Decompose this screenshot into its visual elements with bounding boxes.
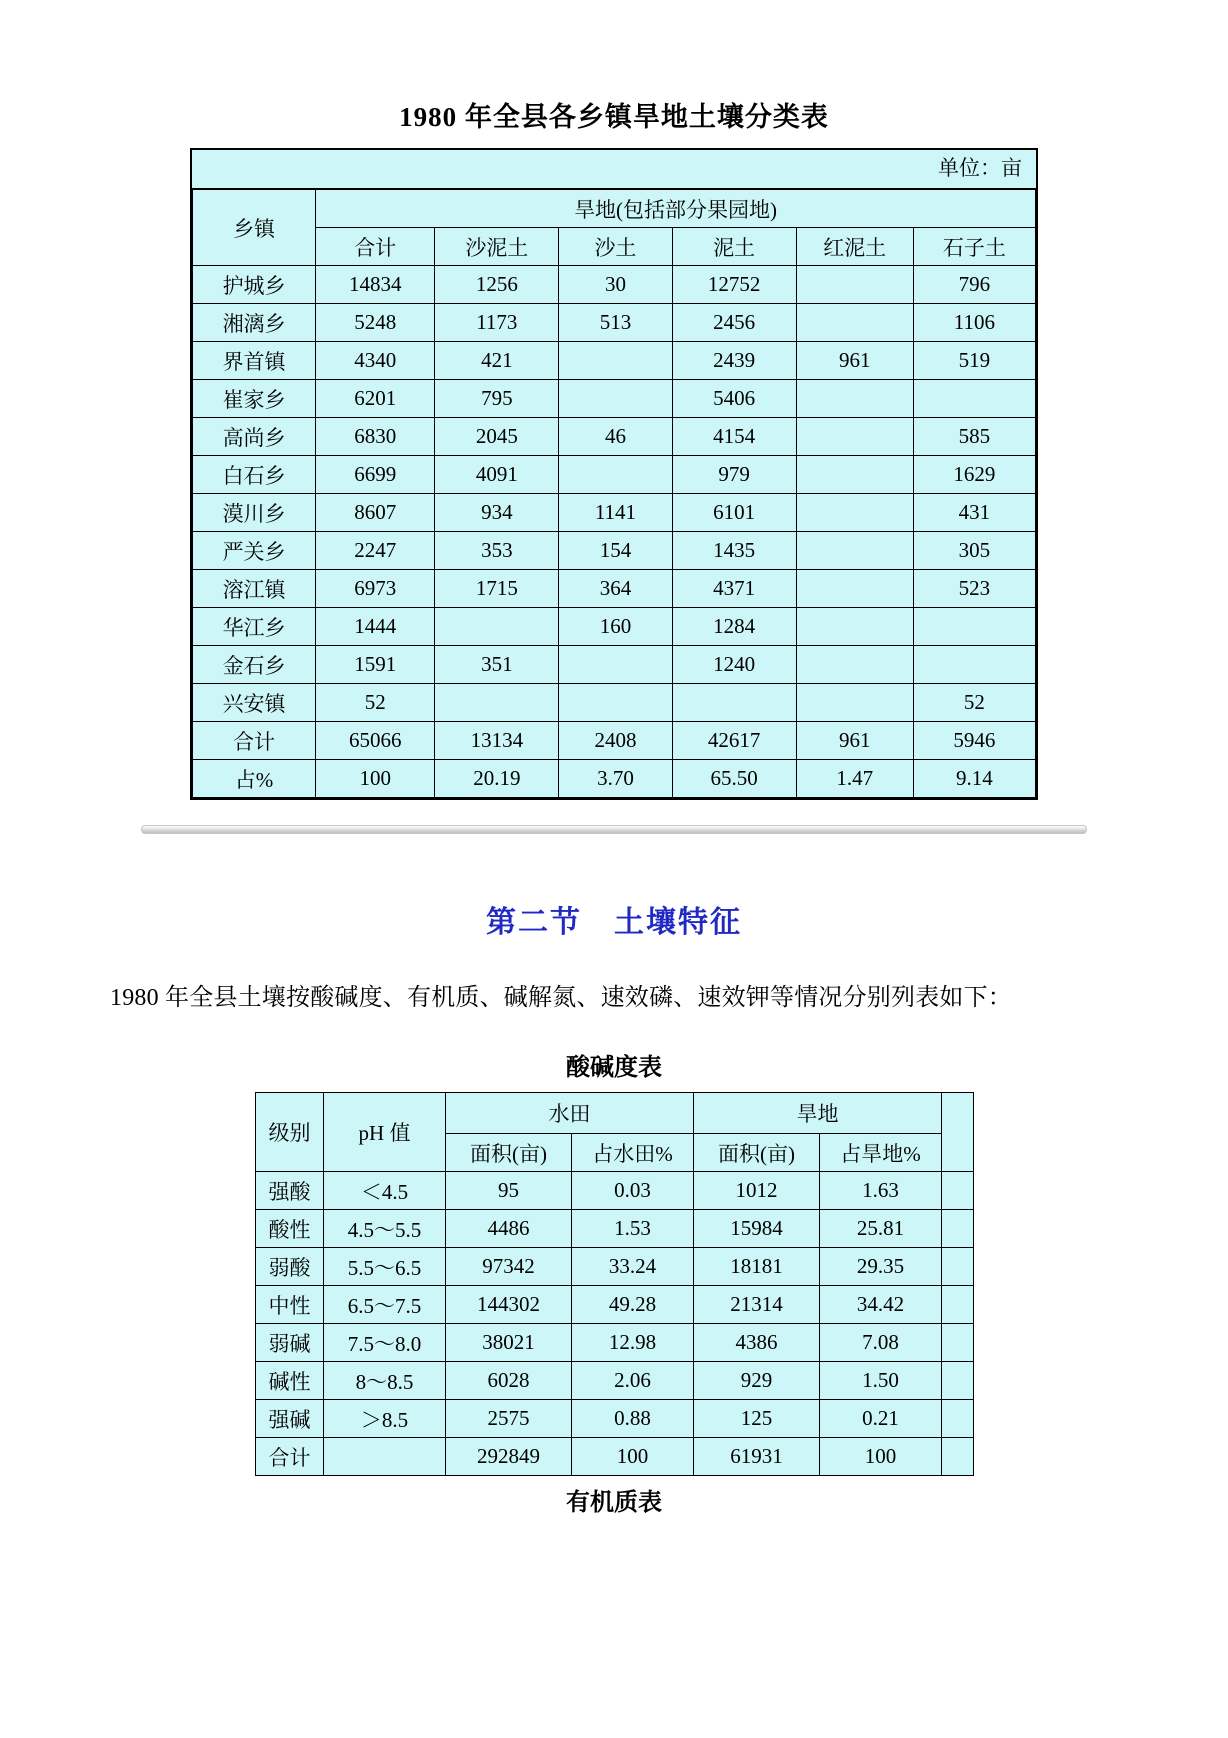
table1-cell-r9-c5 — [913, 608, 1035, 646]
table1-cell-r4-c3: 4154 — [672, 418, 796, 456]
table2-header-paddy-group: 水田 — [446, 1093, 694, 1134]
table1-row-label-4: 高尚乡 — [193, 418, 316, 456]
table1-cell-r11-c0: 52 — [316, 684, 435, 722]
table1-cell-r13-c2: 3.70 — [559, 760, 672, 798]
table-row — [256, 1324, 974, 1362]
table1-cell-r0-c3: 12752 — [672, 266, 796, 304]
table2-paddy-area-0: 95 — [446, 1172, 572, 1210]
table2-extra-1 — [942, 1210, 974, 1248]
table1-cell-r6-c1: 934 — [435, 494, 559, 532]
table-row — [256, 1210, 974, 1248]
table1-cell-r7-c5: 305 — [913, 532, 1035, 570]
table-row — [193, 646, 1036, 684]
table1-column-header-5: 石子土 — [913, 228, 1035, 266]
table1-cell-r0-c4 — [796, 266, 913, 304]
table1-row-label-11: 兴安镇 — [193, 684, 316, 722]
table1-row-label-12: 合计 — [193, 722, 316, 760]
table1-cell-r5-c1: 4091 — [435, 456, 559, 494]
table1-header-row-columns — [193, 228, 1036, 266]
table1-cell-r6-c4 — [796, 494, 913, 532]
section-heading: 第二节 土壤特征 — [486, 906, 742, 940]
table2-paddy-area-5: 6028 — [446, 1362, 572, 1400]
table2-header-grade: 级别 — [256, 1093, 324, 1172]
table1-title: 1980 年全县各乡镇旱地土壤分类表 — [399, 102, 829, 132]
section-paragraph: 1980 年全县土壤按酸碱度、有机质、碱解氮、速效磷、速效钾等情况分别列表如下： — [110, 985, 1012, 1012]
table1-cell-r1-c4 — [796, 304, 913, 342]
table1-cell-r11-c3 — [672, 684, 796, 722]
table2-extra-0 — [942, 1172, 974, 1210]
table2-ph-4: 7.5～8.0 — [324, 1324, 446, 1362]
table1-row-label-7: 严关乡 — [193, 532, 316, 570]
table1-header-row-group — [193, 189, 1036, 228]
table-row — [193, 532, 1036, 570]
table1-cell-r1-c2: 513 — [559, 304, 672, 342]
table1-cell-r8-c1: 1715 — [435, 570, 559, 608]
table-row — [256, 1172, 974, 1210]
table1-cell-r6-c3: 6101 — [672, 494, 796, 532]
table1-cell-r3-c5 — [913, 380, 1035, 418]
table1-cell-r11-c2 — [559, 684, 672, 722]
table2-paddy-pct-7: 100 — [572, 1438, 694, 1476]
table1-cell-r12-c4: 961 — [796, 722, 913, 760]
table1-cell-r0-c5: 796 — [913, 266, 1035, 304]
table1-cell-r12-c5: 5946 — [913, 722, 1035, 760]
table1-cell-r9-c2: 160 — [559, 608, 672, 646]
table1-cell-r10-c3: 1240 — [672, 646, 796, 684]
table2-paddy-pct-0: 0.03 — [572, 1172, 694, 1210]
table1-row-label-9: 华江乡 — [193, 608, 316, 646]
table1-cell-r11-c5: 52 — [913, 684, 1035, 722]
table1-cell-r4-c0: 6830 — [316, 418, 435, 456]
table-row — [193, 266, 1036, 304]
table1-cell-r2-c2 — [559, 342, 672, 380]
table-row — [256, 1400, 974, 1438]
table1-cell-r13-c3: 65.50 — [672, 760, 796, 798]
table1-cell-r12-c2: 2408 — [559, 722, 672, 760]
table-row — [193, 304, 1036, 342]
table-row — [256, 1248, 974, 1286]
table2-grade-0: 强酸 — [256, 1172, 324, 1210]
table-row — [256, 1362, 974, 1400]
table2-paddy-area-3: 144302 — [446, 1286, 572, 1324]
table1-cell-r10-c5 — [913, 646, 1035, 684]
table2-paddy-pct-1: 1.53 — [572, 1210, 694, 1248]
table1-column-header-2: 沙土 — [559, 228, 672, 266]
table1-cell-r9-c1 — [435, 608, 559, 646]
table2-dry-area-0: 1012 — [694, 1172, 820, 1210]
horizontal-rule — [141, 825, 1087, 834]
table1-row-label-2: 界首镇 — [193, 342, 316, 380]
table-row — [193, 494, 1036, 532]
table2-dry-area-3: 21314 — [694, 1286, 820, 1324]
table1-cell-r0-c2: 30 — [559, 266, 672, 304]
table1-cell-r1-c0: 5248 — [316, 304, 435, 342]
table2-dry-area-6: 125 — [694, 1400, 820, 1438]
table1-cell-r4-c5: 585 — [913, 418, 1035, 456]
table2-ph-7 — [324, 1438, 446, 1476]
table1-cell-r6-c2: 1141 — [559, 494, 672, 532]
table1-cell-r9-c0: 1444 — [316, 608, 435, 646]
table1-cell-r5-c0: 6699 — [316, 456, 435, 494]
table1-cell-r1-c1: 1173 — [435, 304, 559, 342]
table1-cell-r2-c5: 519 — [913, 342, 1035, 380]
table1-row-label-10: 金石乡 — [193, 646, 316, 684]
table2-dry-area-5: 929 — [694, 1362, 820, 1400]
table-row — [193, 456, 1036, 494]
table1-cell-r8-c4 — [796, 570, 913, 608]
table2-header-dry-area: 面积(亩) — [694, 1134, 820, 1172]
table2-ph-5: 8～8.5 — [324, 1362, 446, 1400]
table1-row-label-8: 溶江镇 — [193, 570, 316, 608]
table1-cell-r7-c1: 353 — [435, 532, 559, 570]
table2-grade-1: 酸性 — [256, 1210, 324, 1248]
table1-cell-r13-c1: 20.19 — [435, 760, 559, 798]
table1-cell-r7-c4 — [796, 532, 913, 570]
table2-extra-3 — [942, 1286, 974, 1324]
table-row — [193, 418, 1036, 456]
table1-cell-r11-c1 — [435, 684, 559, 722]
table1-row-label-0: 护城乡 — [193, 266, 316, 304]
table1-cell-r0-c1: 1256 — [435, 266, 559, 304]
table1-cell-r4-c1: 2045 — [435, 418, 559, 456]
table1-cell-r13-c0: 100 — [316, 760, 435, 798]
table2-ph-3: 6.5～7.5 — [324, 1286, 446, 1324]
table1-cell-r7-c3: 1435 — [672, 532, 796, 570]
table2-ph-6: ＞8.5 — [324, 1400, 446, 1438]
table2-header-paddy-area: 面积(亩) — [446, 1134, 572, 1172]
table1-corner-header: 乡镇 — [193, 189, 316, 266]
table1-group-header: 旱地(包括部分果园地) — [316, 189, 1036, 228]
table1-cell-r5-c2 — [559, 456, 672, 494]
table-row — [193, 380, 1036, 418]
table1-cell-r10-c2 — [559, 646, 672, 684]
table2-dry-area-7: 61931 — [694, 1438, 820, 1476]
table1-cell-r6-c0: 8607 — [316, 494, 435, 532]
table2-grade-3: 中性 — [256, 1286, 324, 1324]
table1-cell-r9-c4 — [796, 608, 913, 646]
table1-cell-r8-c3: 4371 — [672, 570, 796, 608]
table1-cell-r4-c4 — [796, 418, 913, 456]
table2-dry-pct-7: 100 — [820, 1438, 942, 1476]
table2-dry-area-4: 4386 — [694, 1324, 820, 1362]
table1-cell-r5-c5: 1629 — [913, 456, 1035, 494]
table2-header-ph: pH 值 — [324, 1093, 446, 1172]
ph-value-table — [255, 1092, 974, 1476]
table1-cell-r3-c1: 795 — [435, 380, 559, 418]
table2-paddy-area-6: 2575 — [446, 1400, 572, 1438]
table2-paddy-pct-3: 49.28 — [572, 1286, 694, 1324]
table2-grade-2: 弱酸 — [256, 1248, 324, 1286]
table2-header-dry-group: 旱地 — [694, 1093, 942, 1134]
table2-header-extra — [942, 1093, 974, 1172]
table2-paddy-pct-4: 12.98 — [572, 1324, 694, 1362]
table-row — [193, 570, 1036, 608]
table1-unit-note: 单位：亩 — [192, 150, 1036, 188]
table2-extra-4 — [942, 1324, 974, 1362]
table-row — [193, 684, 1036, 722]
table1-cell-r7-c0: 2247 — [316, 532, 435, 570]
table2-dry-area-1: 15984 — [694, 1210, 820, 1248]
table2-ph-2: 5.5～6.5 — [324, 1248, 446, 1286]
table2-extra-6 — [942, 1400, 974, 1438]
table2-paddy-area-1: 4486 — [446, 1210, 572, 1248]
table2-dry-pct-5: 1.50 — [820, 1362, 942, 1400]
table2-grade-6: 强碱 — [256, 1400, 324, 1438]
table2-header-dry-pct: 占旱地% — [820, 1134, 942, 1172]
table1-cell-r11-c4 — [796, 684, 913, 722]
table1-row-label-1: 湘漓乡 — [193, 304, 316, 342]
table2-dry-pct-4: 7.08 — [820, 1324, 942, 1362]
table1-cell-r3-c2 — [559, 380, 672, 418]
table2-grade-5: 碱性 — [256, 1362, 324, 1400]
table2-header-paddy-pct: 占水田% — [572, 1134, 694, 1172]
table2-title: 酸碱度表 — [566, 1055, 662, 1081]
table2-extra-5 — [942, 1362, 974, 1400]
table-row — [256, 1286, 974, 1324]
table2-grade-4: 弱碱 — [256, 1324, 324, 1362]
table1-cell-r13-c4: 1.47 — [796, 760, 913, 798]
table1-cell-r13-c5: 9.14 — [913, 760, 1035, 798]
table1-cell-r12-c1: 13134 — [435, 722, 559, 760]
table1-column-header-1: 沙泥土 — [435, 228, 559, 266]
table1-row-label-3: 崔家乡 — [193, 380, 316, 418]
table1-cell-r8-c5: 523 — [913, 570, 1035, 608]
table1-column-header-3: 泥土 — [672, 228, 796, 266]
table2-container — [255, 1092, 973, 1476]
table2-ph-0: ＜4.5 — [324, 1172, 446, 1210]
table1-column-header-4: 红泥土 — [796, 228, 913, 266]
table-row — [193, 722, 1036, 760]
table1-cell-r12-c3: 42617 — [672, 722, 796, 760]
table2-dry-pct-0: 1.63 — [820, 1172, 942, 1210]
table2-paddy-pct-2: 33.24 — [572, 1248, 694, 1286]
table1-cell-r6-c5: 431 — [913, 494, 1035, 532]
table1-cell-r8-c0: 6973 — [316, 570, 435, 608]
table1-cell-r1-c3: 2456 — [672, 304, 796, 342]
table2-dry-pct-1: 25.81 — [820, 1210, 942, 1248]
table2-paddy-pct-6: 0.88 — [572, 1400, 694, 1438]
table1-cell-r1-c5: 1106 — [913, 304, 1035, 342]
table2-paddy-area-2: 97342 — [446, 1248, 572, 1286]
table2-extra-7 — [942, 1438, 974, 1476]
table1-cell-r5-c4 — [796, 456, 913, 494]
table1-cell-r2-c1: 421 — [435, 342, 559, 380]
table2-paddy-pct-5: 2.06 — [572, 1362, 694, 1400]
table2-grade-7: 合计 — [256, 1438, 324, 1476]
table-row — [193, 608, 1036, 646]
table2-dry-pct-2: 29.35 — [820, 1248, 942, 1286]
table1-cell-r2-c3: 2439 — [672, 342, 796, 380]
table-row — [193, 342, 1036, 380]
table1-row-label-13: 占% — [193, 760, 316, 798]
table1-cell-r2-c0: 4340 — [316, 342, 435, 380]
table1-cell-r12-c0: 65066 — [316, 722, 435, 760]
table2-header-row-group — [256, 1093, 974, 1134]
table1-row-label-6: 漠川乡 — [193, 494, 316, 532]
table1-cell-r4-c2: 46 — [559, 418, 672, 456]
table2-dry-area-2: 18181 — [694, 1248, 820, 1286]
table1-cell-r8-c2: 364 — [559, 570, 672, 608]
table1-cell-r3-c0: 6201 — [316, 380, 435, 418]
table2-paddy-area-7: 292849 — [446, 1438, 572, 1476]
table1-cell-r0-c0: 14834 — [316, 266, 435, 304]
table2-dry-pct-3: 34.42 — [820, 1286, 942, 1324]
table1-container — [190, 148, 1038, 800]
next-table-title: 有机质表 — [566, 1490, 662, 1516]
table1-row-label-5: 白石乡 — [193, 456, 316, 494]
table2-ph-1: 4.5～5.5 — [324, 1210, 446, 1248]
table2-extra-2 — [942, 1248, 974, 1286]
table1-cell-r9-c3: 1284 — [672, 608, 796, 646]
table1-cell-r3-c3: 5406 — [672, 380, 796, 418]
dry-land-soil-classification-table — [192, 188, 1036, 798]
table2-paddy-area-4: 38021 — [446, 1324, 572, 1362]
table1-column-header-0: 合计 — [316, 228, 435, 266]
table1-cell-r10-c0: 1591 — [316, 646, 435, 684]
table1-cell-r3-c4 — [796, 380, 913, 418]
table1-cell-r10-c1: 351 — [435, 646, 559, 684]
table-row — [256, 1438, 974, 1476]
table1-cell-r2-c4: 961 — [796, 342, 913, 380]
table1-cell-r7-c2: 154 — [559, 532, 672, 570]
table1-cell-r10-c4 — [796, 646, 913, 684]
table1-cell-r5-c3: 979 — [672, 456, 796, 494]
table-row — [193, 760, 1036, 798]
table2-dry-pct-6: 0.21 — [820, 1400, 942, 1438]
